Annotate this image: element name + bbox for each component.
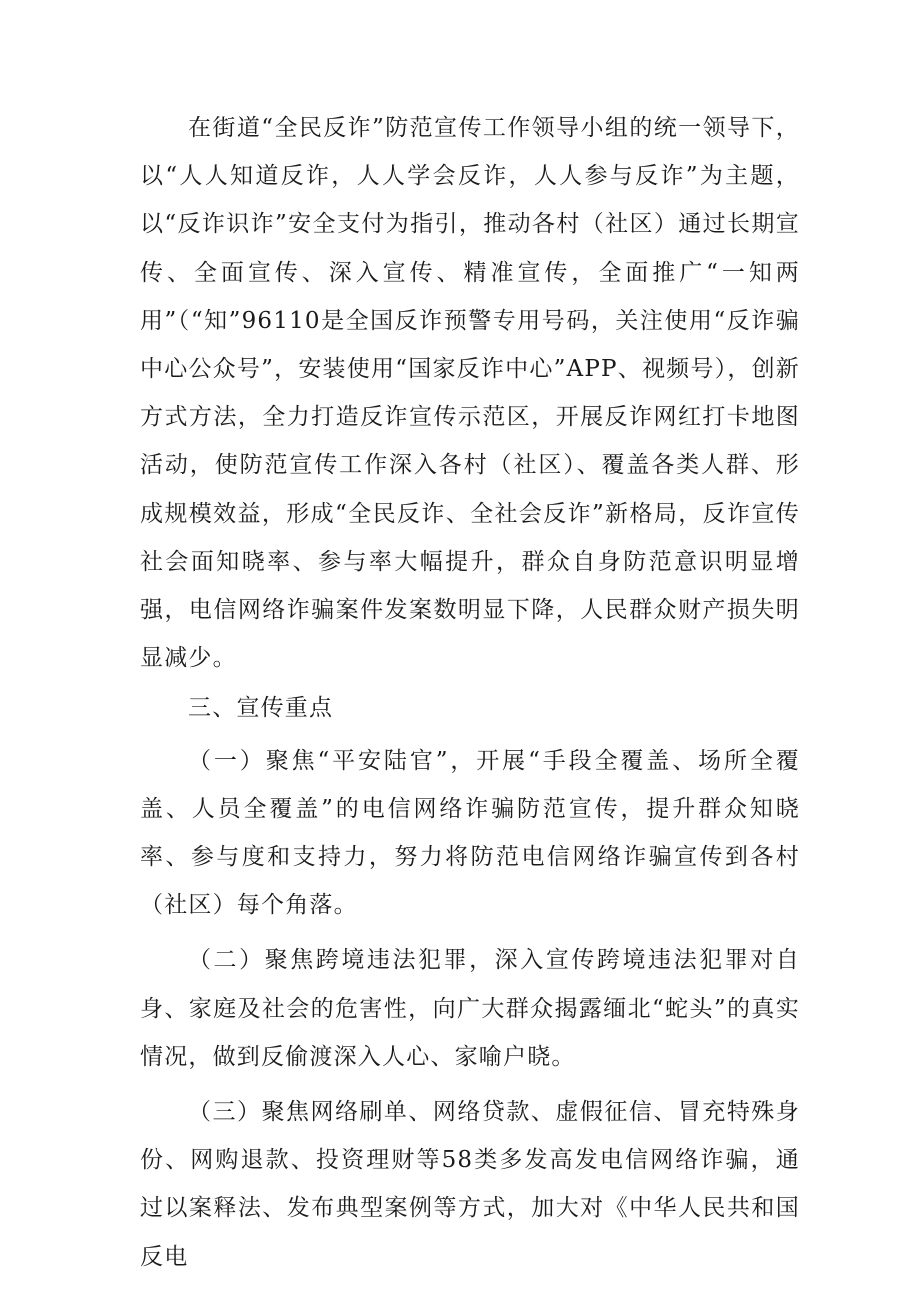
paragraph-item-2: （二）聚焦跨境违法犯罪，深入宣传跨境违法犯罪对自身、家庭及社会的危害性，向广大群众揭露缅北“蛇头”的真实情况，做到反偷渡深入人心、家喻户晓。 [140,947,800,1070]
document-body [140,104,800,1281]
section-heading-publicity-focus: 三、宣传重点 [188,695,334,722]
paragraph-intro: 在街道“全民反诈”防范宣传工作领导小组的统一领导下，以“人人知道反诈，人人学会反诈，人人参与反诈”为主题，以“反诈识诈”安全支付为指引，推动各村（社区）通过长期宣传、全面宣传、深入宣传、精准宣传，全面推广“一知两用”（“知”96110是全国反诈预警专用号码，关注使用“反诈骗中心公众号”，安装使用“国家反诈中心”APP、视频号），创新方式方法，全力打造反诈宣传示范区，开展反诈网红打卡地图活动，使防范宣传工作深入各村（社区）、覆盖各类人群、形成规模效益，形成“全民反诈、全社会反诈”新格局，反诈宣传社会面知晓率、参与率大幅提升，群众自身防范意识明显增强，电信网络诈骗案件发案数明显下降，人民群众财产损失明显减少。 [140,115,800,672]
paragraph-item-3: （三）聚焦网络刷单、网络贷款、虚假征信、冒充特殊身份、网购退款、投资理财等58类多发高发电信网络诈骗，通过以案释法、发布典型案例等方式，加大对《中华人民共和国反电 [140,1099,800,1270]
paragraph-item-1: （一）聚焦“平安陆官”，开展“手段全覆盖、场所全覆盖、人员全覆盖”的电信网络诈骗防范宣传，提升群众知晓率、参与度和支持力，努力将防范电信网络诈骗宣传到各村（社区）每个角落。 [140,747,800,919]
